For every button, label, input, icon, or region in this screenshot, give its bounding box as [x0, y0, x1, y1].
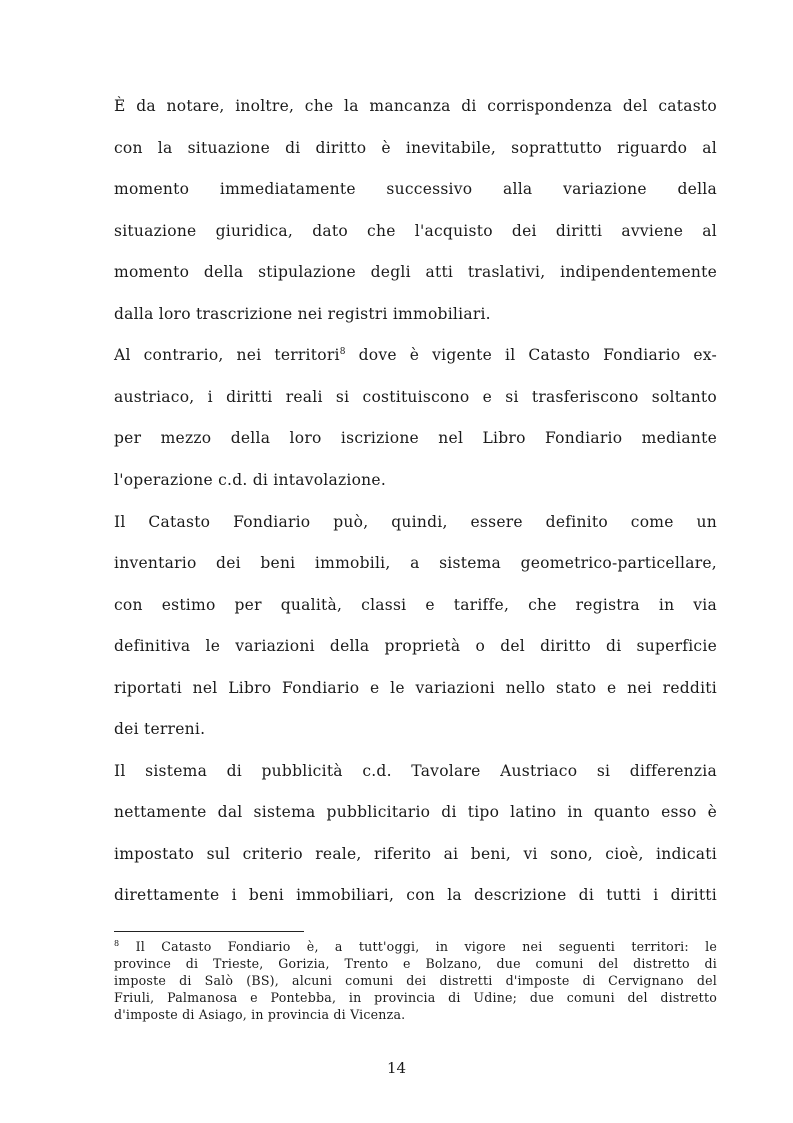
body-line: È da notare, inoltre, che la mancanza di corrispondenza del catasto [114, 97, 717, 115]
footnote-reference[interactable]: 8 [339, 347, 346, 357]
body-line: situazione giuridica, dato che l'acquisto dei diritti avviene al [114, 222, 717, 240]
body-line: Il sistema di pubblicità c.d. Tavolare Austriaco si differenzia [114, 762, 717, 780]
footnote-separator [114, 931, 304, 932]
body-line: dalla loro trascrizione nei registri immobiliari. [114, 305, 491, 323]
body-line: l'operazione c.d. di intavolazione. [114, 471, 387, 489]
page-number: 14 [386, 1059, 407, 1077]
body-line: con la situazione di diritto è inevitabile, soprattutto riguardo al [114, 139, 717, 157]
body-line: nettamente dal sistema pubblicitario di tipo latino in quanto esso è [114, 803, 717, 821]
body-line: impostato sul criterio reale, riferito ai beni, vi sono, cioè, indicati [114, 845, 717, 863]
footnote-line: imposte di Salò (BS), alcuni comuni dei distretti d'imposte di Cervignano del [114, 973, 717, 988]
body-text: Al contrario, nei territori [114, 346, 340, 364]
footnote-line: province di Trieste, Gorizia, Trento e Bolzano, due comuni del distretto di [114, 956, 717, 971]
footnote-line: Friuli, Palmanosa e Pontebba, in provincia di Udine; due comuni del distretto [114, 990, 717, 1005]
body-line: momento immediatamente successivo alla variazione della [114, 180, 717, 198]
body-text: dove è vigente il Catasto Fondiario ex- [345, 346, 717, 364]
footnote-marker: 8 [114, 939, 120, 948]
body-line: dei terreni. [114, 720, 206, 738]
body-line: per mezzo della loro iscrizione nel Libro Fondiario mediante [114, 429, 717, 447]
body-line: austriaco, i diritti reali si costituiscono e si trasferiscono soltanto [114, 388, 717, 406]
body-line: Il Catasto Fondiario può, quindi, essere definito come un [114, 513, 717, 531]
body-line: momento della stipulazione degli atti traslativi, indipendentemente [114, 263, 717, 281]
footnote-text: Il Catasto Fondiario è, a tutt'oggi, in vigore nei seguenti territori: le [119, 939, 717, 954]
body-line: definitiva le variazioni della proprietà o del diritto di superficie [114, 637, 717, 655]
body-line [114, 345, 717, 365]
body-line: inventario dei beni immobili, a sistema geometrico-particellare, [114, 554, 717, 572]
footnote-line: d'imposte di Asiago, in provincia di Vicenza. [114, 1007, 406, 1022]
footnote-line [114, 939, 717, 955]
body-line: con estimo per qualità, classi e tariffe, che registra in via [114, 596, 717, 614]
body-line: direttamente i beni immobiliari, con la descrizione di tutti i diritti [114, 886, 717, 904]
body-line: riportati nel Libro Fondiario e le variazioni nello stato e nei redditi [114, 679, 717, 697]
